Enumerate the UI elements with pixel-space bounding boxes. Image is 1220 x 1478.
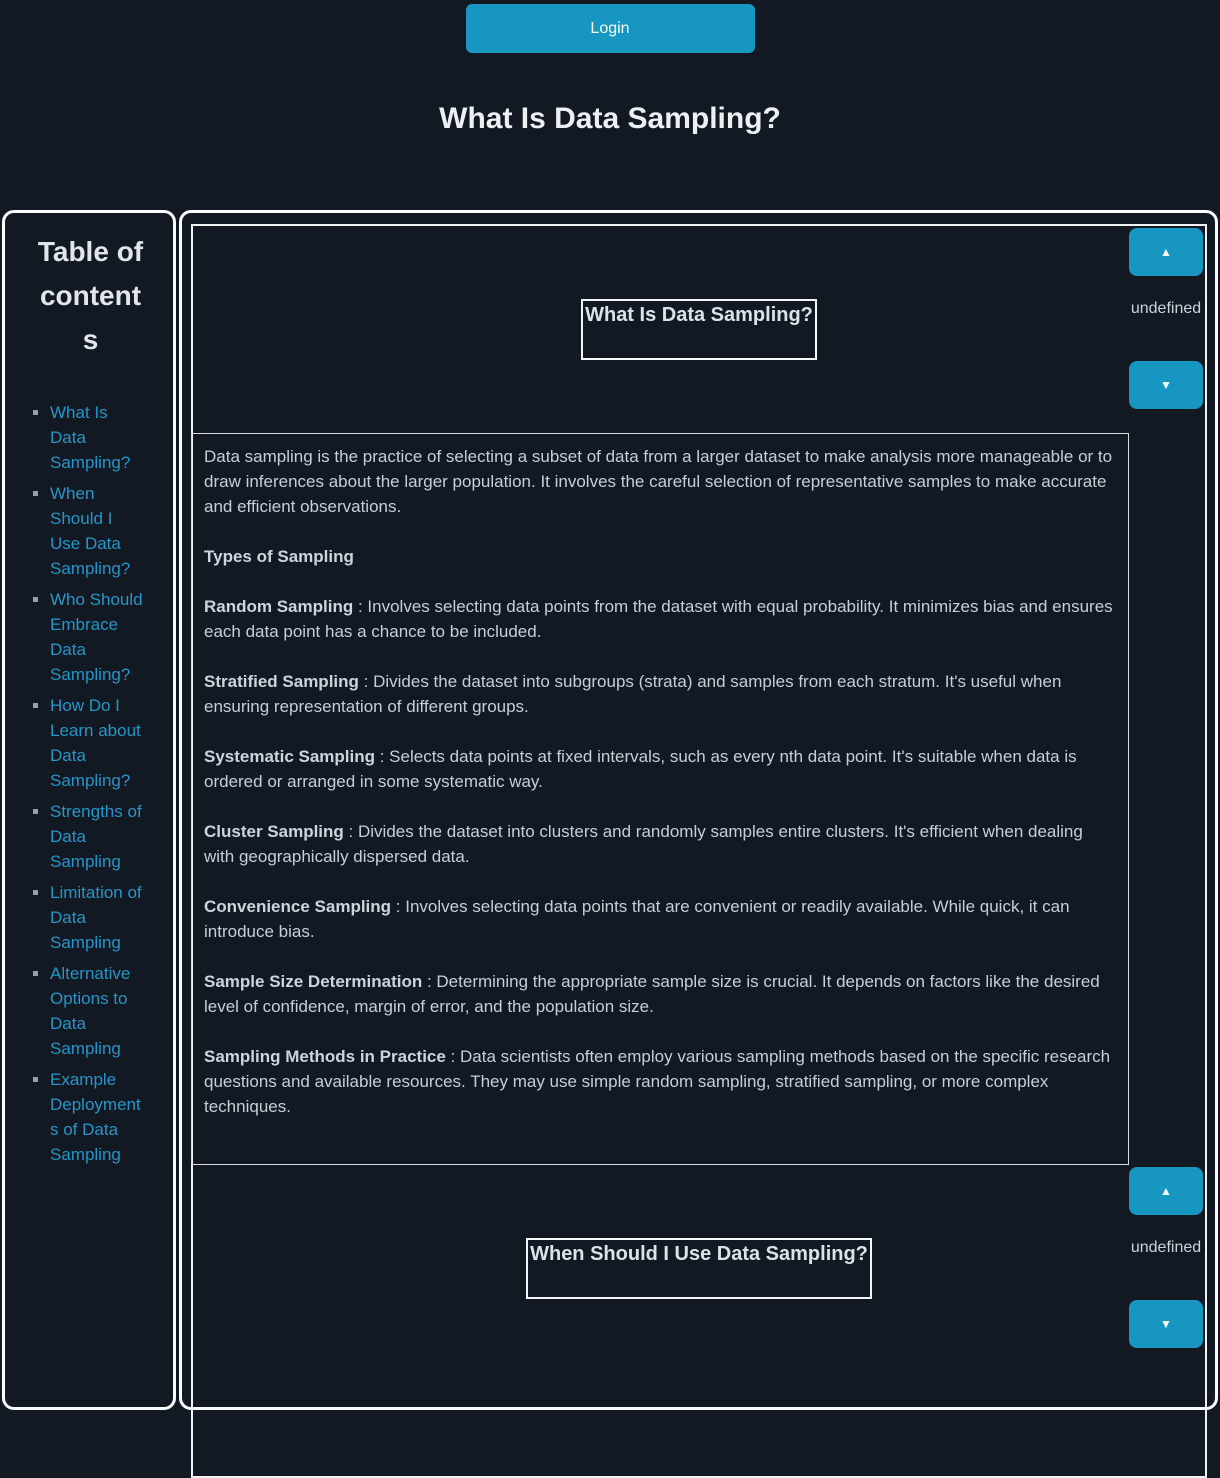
toc-link[interactable]: What Is Data Sampling? — [50, 403, 131, 472]
content-paragraph — [204, 594, 1116, 644]
toc-link[interactable]: Alternative Options to Data Sampling — [50, 964, 131, 1058]
paragraph-lead: Types of Sampling — [204, 547, 354, 566]
paragraph-text: : Data scientists often employ various sampling methods based on the specific research questions and available resources. They may use simple random sampling, stratified sampling, or more complex techniques. — [204, 1047, 1111, 1116]
paragraph-lead: Systematic Sampling — [204, 747, 376, 766]
section-nav — [1129, 228, 1203, 409]
toc-list — [22, 400, 146, 1167]
scroll-up-button[interactable] — [1129, 1167, 1203, 1215]
content-paragraph — [204, 1044, 1116, 1119]
toc-item — [50, 481, 146, 581]
content-paragraph — [204, 444, 1116, 519]
sections-container — [191, 224, 1207, 1478]
section-when-should-i-use-data-sampling — [193, 1165, 1205, 1372]
toc-item — [50, 693, 146, 793]
toc-item — [50, 799, 146, 874]
section-what-is-data-sampling — [193, 226, 1205, 1165]
paragraph-lead: Sample Size Determination — [204, 972, 423, 991]
toc-sidebar — [2, 210, 176, 1410]
section-nav-label: undefined — [1130, 300, 1202, 317]
toc-link[interactable]: When Should I Use Data Sampling? — [50, 484, 131, 578]
section-nav — [1129, 1167, 1203, 1348]
toc-link[interactable]: Limitation of Data Sampling — [50, 883, 142, 952]
paragraph-text: Data sampling is the practice of selecting a subset of data from a larger dataset to make analysis more manageable or to draw inferences about the larger population. It involves the careful selection of representative samples to make accurate and efficient observations. — [204, 447, 1113, 516]
content-paragraph — [204, 894, 1116, 944]
paragraph-lead: Cluster Sampling — [204, 822, 344, 841]
login-button[interactable]: Login — [466, 4, 755, 53]
section-content — [191, 433, 1129, 1165]
section-title-box — [526, 1238, 872, 1299]
toc-title: Table of contents — [37, 236, 144, 355]
layout — [2, 210, 1218, 1410]
paragraph-lead: Convenience Sampling — [204, 897, 392, 916]
paragraph-lead: Random Sampling — [204, 597, 354, 616]
scroll-down-button[interactable] — [1129, 1300, 1203, 1348]
main-panel — [179, 210, 1218, 1410]
top-header — [0, 4, 1220, 140]
toc-item — [50, 1067, 146, 1167]
paragraph-lead: Sampling Methods in Practice — [204, 1047, 446, 1066]
toc-link[interactable]: How Do I Learn about Data Sampling? — [50, 696, 141, 790]
paragraph-text: : Involves selecting data points that are convenient or readily available. While quick, it can introduce bias. — [204, 897, 1070, 941]
paragraph-text: : Involves selecting data points from the dataset with equal probability. It minimizes bias and ensures each data point has a chance to be included. — [204, 597, 1113, 641]
page-title: What Is Data Sampling? — [439, 102, 781, 135]
toc-item — [50, 961, 146, 1061]
scroll-up-button[interactable] — [1129, 228, 1203, 276]
scroll-down-button[interactable] — [1129, 361, 1203, 409]
paragraph-text: : Determining the appropriate sample size is crucial. It depends on factors like the desired level of confidence, margin of error, and the population size. — [204, 972, 1100, 1016]
content-paragraph — [204, 669, 1116, 719]
paragraph-text: : Divides the dataset into subgroups (strata) and samples from each stratum. It's useful when ensuring representation of different groups. — [204, 672, 1062, 716]
up-arrow-icon: ▲ — [1160, 1184, 1172, 1198]
section-title: What Is Data Sampling? — [585, 304, 813, 326]
toc-link[interactable]: Example Deployments of Data Sampling — [50, 1070, 141, 1164]
section-header — [193, 226, 1205, 433]
content-paragraph — [204, 744, 1116, 794]
content-paragraph — [204, 819, 1116, 869]
content-paragraph — [204, 544, 1116, 569]
section-header — [193, 1165, 1205, 1372]
section-nav-label: undefined — [1130, 1239, 1202, 1256]
paragraph-text: : Selects data points at fixed intervals, such as every nth data point. It's suitable when data is ordered or arranged in some systematic way. — [204, 747, 1077, 791]
up-arrow-icon: ▲ — [1160, 245, 1172, 259]
toc-item — [50, 400, 146, 475]
toc-item — [50, 880, 146, 955]
down-arrow-icon: ▼ — [1160, 378, 1172, 392]
section-title: When Should I Use Data Sampling? — [530, 1243, 868, 1265]
down-arrow-icon: ▼ — [1160, 1317, 1172, 1331]
toc-link[interactable]: Who Should Embrace Data Sampling? — [50, 590, 143, 684]
section-title-box — [581, 299, 817, 360]
toc-link[interactable]: Strengths of Data Sampling — [50, 802, 142, 871]
toc-item — [50, 587, 146, 687]
paragraph-lead: Stratified Sampling — [204, 672, 359, 691]
content-paragraph — [204, 969, 1116, 1019]
paragraph-text: : Divides the dataset into clusters and randomly samples entire clusters. It's efficient when dealing with geographically dispersed data. — [204, 822, 1083, 866]
